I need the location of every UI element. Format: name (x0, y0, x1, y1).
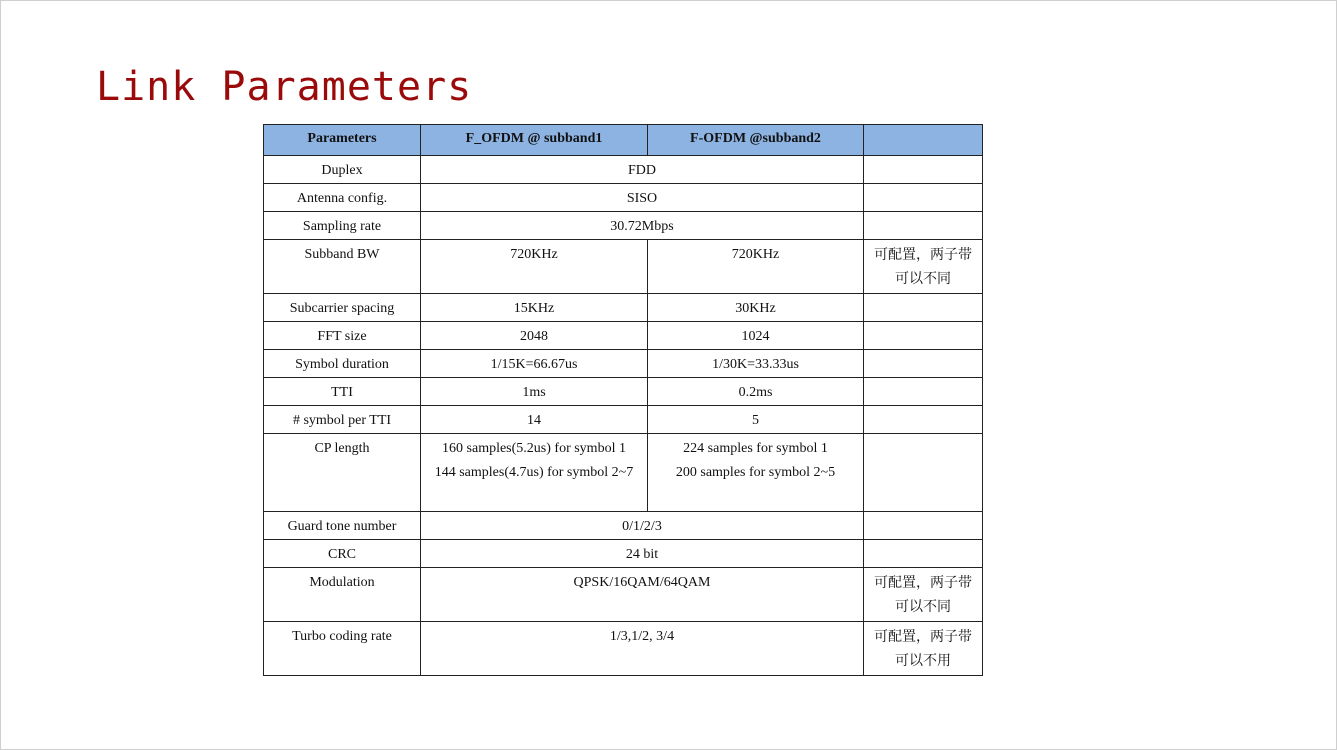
row-subband2-value: 1/30K=33.33us (648, 350, 864, 378)
table-row-fft (264, 322, 983, 350)
row-note (864, 540, 983, 568)
header-subband1: F_OFDM @ subband1 (421, 125, 648, 156)
row-note (864, 406, 983, 434)
row-note: 可配置，两子带可以不同 (864, 240, 983, 294)
table-row-subcarrier (264, 294, 983, 322)
row-note (864, 156, 983, 184)
table-row-crc (264, 540, 983, 568)
table-row-subband-bw (264, 240, 983, 294)
row-subband1-value: 1ms (421, 378, 648, 406)
row-label: # symbol per TTI (264, 406, 421, 434)
row-value: 1/3,1/2, 3/4 (421, 622, 864, 676)
row-label: CP length (264, 434, 421, 512)
table-row-symbol-per-tti (264, 406, 983, 434)
link-parameters-table (263, 124, 983, 676)
row-label: FFT size (264, 322, 421, 350)
row-label: Subcarrier spacing (264, 294, 421, 322)
row-value: SISO (421, 184, 864, 212)
table-row-symbol-duration (264, 350, 983, 378)
row-value: 24 bit (421, 540, 864, 568)
cp-subband1-line2: 144 samples(4.7us) for symbol 2~7 (434, 465, 634, 480)
table-header-row (264, 125, 983, 156)
row-subband2-value: 720KHz (648, 240, 864, 294)
row-note (864, 350, 983, 378)
row-value: FDD (421, 156, 864, 184)
header-subband2: F-OFDM @subband2 (648, 125, 864, 156)
table-row-duplex (264, 156, 983, 184)
header-notes (864, 125, 983, 156)
row-label: Sampling rate (264, 212, 421, 240)
row-subband2-value: 30KHz (648, 294, 864, 322)
row-label: Antenna config. (264, 184, 421, 212)
row-label: CRC (264, 540, 421, 568)
row-subband1-value: 2048 (421, 322, 648, 350)
header-parameters: Parameters (264, 125, 421, 156)
table-row-sampling (264, 212, 983, 240)
row-note (864, 184, 983, 212)
row-subband2-value: 0.2ms (648, 378, 864, 406)
row-value: 0/1/2/3 (421, 512, 864, 540)
row-subband1-value: 15KHz (421, 294, 648, 322)
row-value: QPSK/16QAM/64QAM (421, 568, 864, 622)
row-subband1-value: 1/15K=66.67us (421, 350, 648, 378)
row-label: Guard tone number (264, 512, 421, 540)
row-label: Turbo coding rate (264, 622, 421, 676)
row-label: Duplex (264, 156, 421, 184)
row-subband1-value: 720KHz (421, 240, 648, 294)
table-row-guard-tone (264, 512, 983, 540)
row-subband2-value: 1024 (648, 322, 864, 350)
cp-subband2-line1: 224 samples for symbol 1 (683, 441, 828, 456)
row-note (864, 294, 983, 322)
row-label: TTI (264, 378, 421, 406)
cp-subband2-line2: 200 samples for symbol 2~5 (675, 465, 836, 480)
row-subband1-value (421, 434, 648, 512)
table-row-modulation (264, 568, 983, 622)
row-label: Symbol duration (264, 350, 421, 378)
table-row-turbo (264, 622, 983, 676)
row-label: Modulation (264, 568, 421, 622)
row-note: 可配置，两子带可以不用 (864, 622, 983, 676)
slide-title: Link Parameters (96, 64, 473, 110)
row-subband2-value (648, 434, 864, 512)
row-subband2-value: 5 (648, 406, 864, 434)
row-note (864, 378, 983, 406)
row-note (864, 434, 983, 512)
row-note: 可配置，两子带可以不同 (864, 568, 983, 622)
table-row-tti (264, 378, 983, 406)
row-label: Subband BW (264, 240, 421, 294)
row-note (864, 212, 983, 240)
table-row-cp-length (264, 434, 983, 512)
row-note (864, 322, 983, 350)
cp-subband1-line1: 160 samples(5.2us) for symbol 1 (442, 441, 626, 456)
row-note (864, 512, 983, 540)
table-row-antenna (264, 184, 983, 212)
row-value: 30.72Mbps (421, 212, 864, 240)
row-subband1-value: 14 (421, 406, 648, 434)
